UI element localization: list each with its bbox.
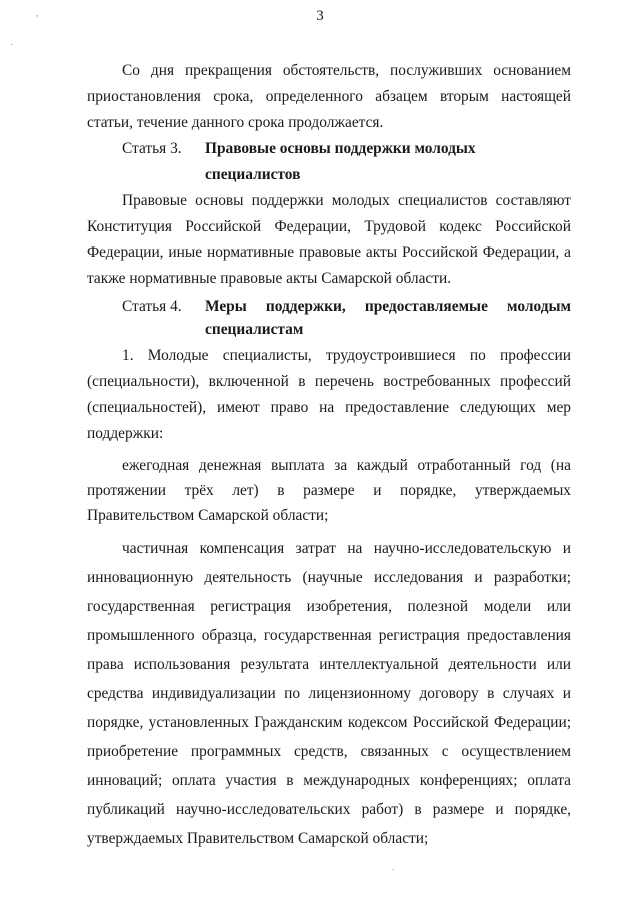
article-title: Меры поддержки, предоставляемые молодым [205, 298, 571, 315]
article-title-continued: специалистам [205, 321, 304, 338]
paragraph: частичная компенсация затрат на научно-исследовательскую и инновационную деятельность (научные исследования и разработки; государственная регистрация изобретения, полезной модели или промышленного образца, государственная регистрация предоставления права использования результата интеллектуальной деятельности или средства индивидуализации по лицензионному договору в случаях и порядке, установленных Гражданским кодексом Российской Федерации; приобретение программных средств, связанных с осуществлением инноваций; оплата участия в международных конференциях; оплата публикаций научно-исследовательских работ) в размере и порядке, утверждаемых Правительством Самарской области; [87, 540, 571, 847]
paragraph: Правовые основы поддержки молодых специалистов составляют Конституция Российской Федерации, Трудовой кодекс Российской Федерации, иные нормативные правовые акты Российской Федерации, а также нормативные правовые акты Самарской области. [87, 192, 571, 287]
scan-mark: . [392, 862, 395, 873]
document-body [87, 58, 571, 853]
scan-mark: · [10, 40, 14, 51]
article-label: Статья 4. [122, 298, 182, 315]
article-title: Правовые основы поддержки молодых специалистов [205, 140, 476, 183]
article-4-heading [87, 294, 571, 340]
article-3-heading [87, 136, 571, 188]
scan-mark: , [36, 8, 39, 19]
paragraph: Со дня прекращения обстоятельств, послуживших основанием приостановления срока, определенного абзацем вторым настоящей статьи, течение данного срока продолжается. [87, 62, 571, 131]
article-label: Статья 3. [122, 140, 182, 157]
paragraph: ежегодная денежная выплата за каждый отработанный год (на протяжении трёх лет) в размере и порядке, утверждаемых Правительством Самарской области; [87, 457, 571, 524]
page-number: 3 [316, 8, 324, 24]
paragraph: 1. Молодые специалисты, трудоустроившиеся по профессии (специальности), включенной в перечень востребованных профессий (специальностей), имеют право на предоставление следующих мер поддержки: [87, 347, 571, 442]
